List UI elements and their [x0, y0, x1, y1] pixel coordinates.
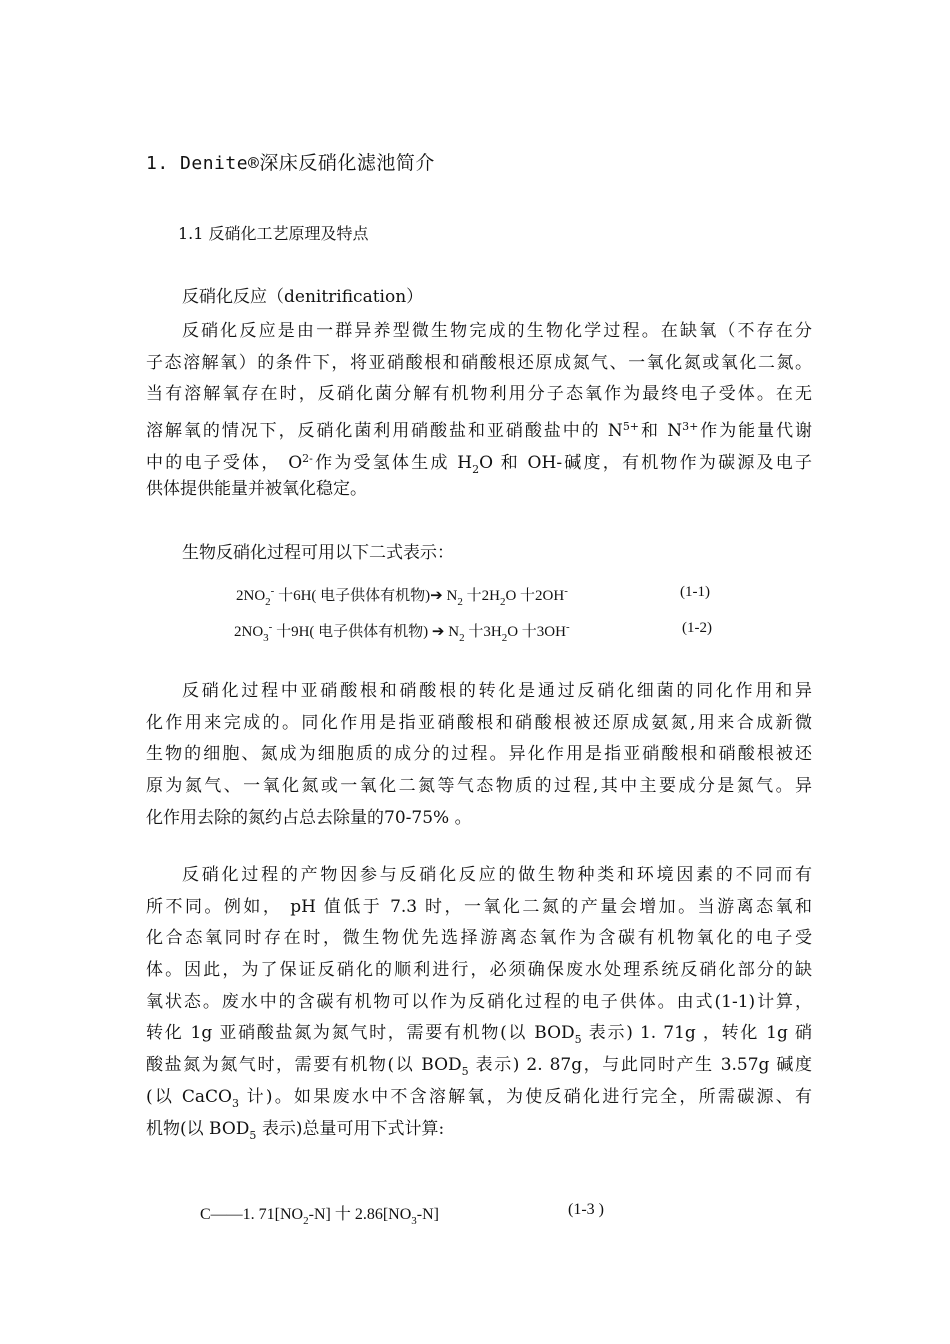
text-line: 所不同。例如， pH 值低于 7.3 时，一氧化二氮的产量会增加。当游离态氧和: [146, 896, 812, 917]
text-line: 反硝化过程的产物因参与反硝化反应的做生物种类和环境因素的不同而有: [182, 865, 812, 885]
text-line: 酸盐氮为氮气时，需要有机物(以 $BOD_5$ 表示) 2. 87g，与此同时产生 3.57g 碱度: [146, 1055, 812, 1079]
text-line: 化合态氧同时存在时，微生物优先选择游离态氧作为含碳有机物氧化的电子受: [146, 928, 812, 949]
text-line: 体。因此，为了保证反硝化的顺利进行，必须确保废水处理系统反硝化部分的缺: [146, 960, 812, 981]
section-title-latin: Denite®: [168, 153, 260, 174]
text-line: 供体提供能量并被氧化稳定。: [146, 479, 367, 500]
text-line: (以 CaCO$_3$ 计)。如果废水中不含溶解氧，为使反硝化进行完全，所需碳源、有: [146, 1086, 812, 1110]
section-number: 1.: [146, 153, 169, 174]
topic-heading: 反硝化反应（denitrification）: [182, 287, 424, 307]
paragraph-equation-intro: [146, 538, 812, 570]
text-line: 子态溶解氧）的条件下，将亚硝酸根和硝酸根还原成氮气、一氧化氮或氧化二氮。: [146, 352, 812, 373]
equation-1-2: $2NO_3^-$ 十9H( 电子供体有机物) ➔ $N_2$ 十$3H_2O$ 十3OH- (1-2): [234, 620, 712, 644]
text-line: 当有溶解氧存在时，反硝化菌分解有机物利用分子态氧作为最终电子受体。在无: [146, 384, 812, 405]
equation-number: (1-1): [680, 584, 710, 600]
equation-number: (1-3 ): [568, 1201, 604, 1218]
paragraph-denitrification-intro: [146, 316, 812, 506]
text-line: 生物反硝化过程可用以下二式表示：: [182, 543, 454, 563]
text-line: 生物的细胞、氮成为细胞质的成分的过程。异化作用是指亚硝酸根和硝酸根被还: [146, 744, 812, 765]
paragraph-assimilation: [146, 676, 812, 834]
text-line: 反硝化反应是由一群异养型微生物完成的生物化学过程。在缺氧（不存在分: [182, 321, 812, 341]
text-line: 转化 1g 亚硝酸盐氮为氮气时，需要有机物(以 $BOD_5$ 表示) 1. 71g ，转化 1g 硝: [146, 1023, 812, 1047]
text-line: 溶解氧的情况下，反硝化菌利用硝酸盐和亚硝酸盐中的 $N^{5+}$和 $N^{3+}$作为能量代谢: [146, 420, 813, 442]
section-title-cn: 深床反硝化滤池简介: [259, 152, 435, 174]
arrow-icon: ➔: [431, 624, 445, 640]
arrow-icon: ➔: [430, 588, 443, 604]
subsection-heading: 1.1 反硝化工艺原理及特点: [178, 224, 369, 243]
equation-1-3: C——1. $71[NO_2-N]$ 十 $2.86[NO_3-N]$ (1-3 ): [200, 1201, 604, 1227]
text-line: 机物(以 $BOD_5$ 表示)总量可用下式计算:: [146, 1118, 445, 1142]
section-heading: [146, 148, 435, 175]
equation-1-1: $2NO_2^-$ 十6H( 电子供体有机物)➔ $N_2$ 十$2H_2O$ 十2OH- (1-1): [236, 584, 710, 608]
text-line: 中的电子受体， $O^{2-}$作为受氢体生成 $H_2O$ 和 OH-碱度，有机物作为碳源及电子: [146, 451, 812, 476]
text-line: 反硝化过程中亚硝酸根和硝酸根的转化是通过反硝化细菌的同化作用和异: [182, 681, 812, 701]
text-line: 化作用去除的氮约占总去除量的70-75% 。: [146, 807, 472, 828]
text-line: 化作用来完成的。同化作用是指亚硝酸根和硝酸根被还原成氨氮,用来合成新微: [146, 712, 812, 733]
text-line: 氧状态。废水中的含碳有机物可以作为反硝化过程的电子供体。由式(1-1)计算，: [146, 991, 812, 1012]
paragraph-products: [146, 860, 812, 1145]
equation-number: (1-2): [682, 620, 712, 636]
text-line: 原为氮气、一氧化氮或一氧化二氮等气态物质的过程,其中主要成分是氮气。异: [146, 776, 812, 797]
